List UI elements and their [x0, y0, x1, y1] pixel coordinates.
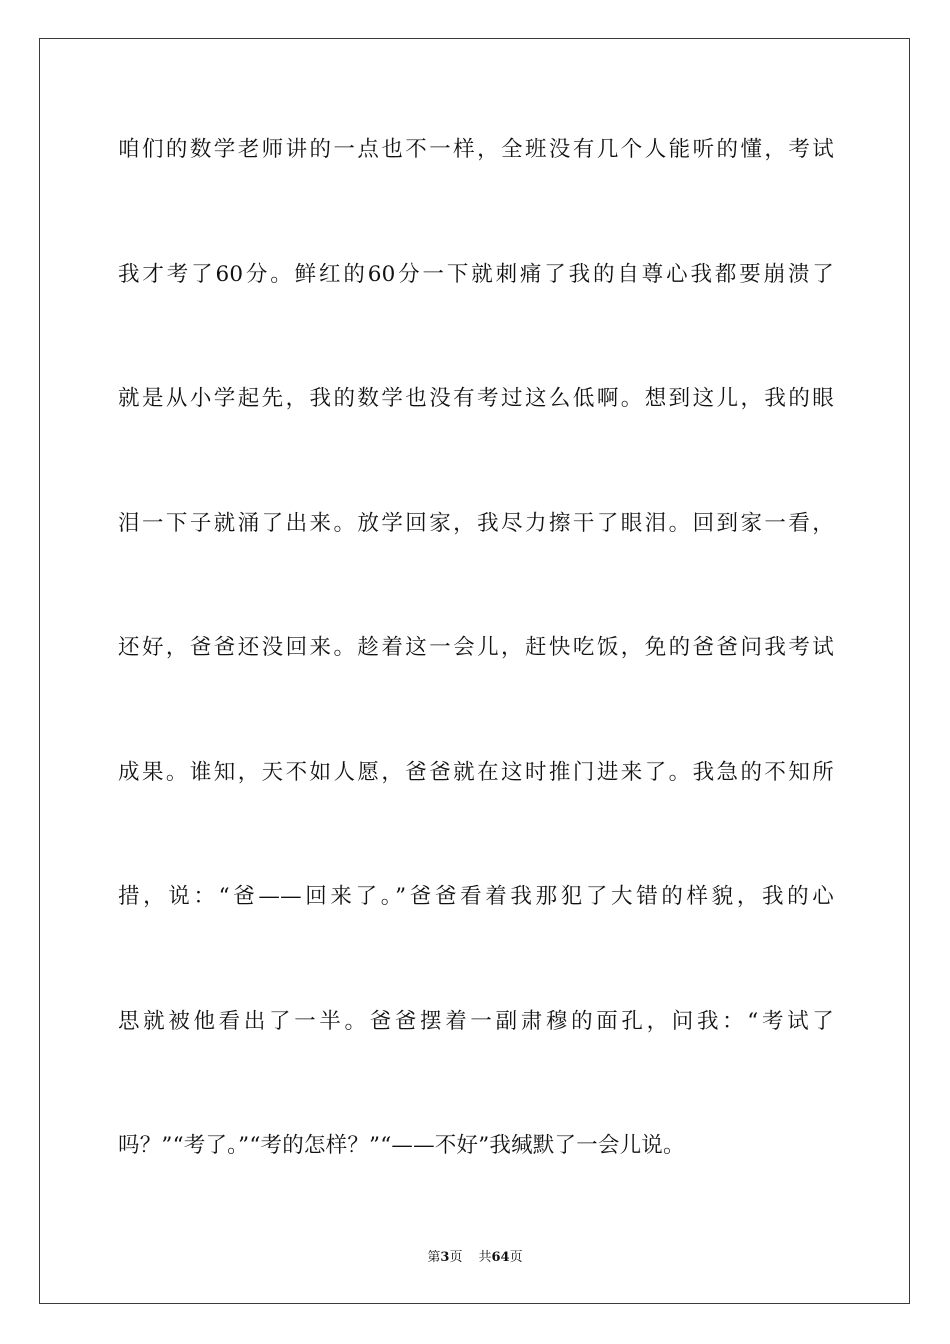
text-line: 措，说：“爸——回来了。”爸爸看着我那犯了大错的样貌，我的心 — [118, 884, 834, 909]
page-footer — [0, 1246, 950, 1265]
text-line: 思就被他看出了一半。爸爸摆着一副肃穆的面孔，问我：“考试了 — [118, 1008, 834, 1034]
text-line: 还好，爸爸还没回来。趁着这一会儿，赶快吃饭，免的爸爸问我考试 — [118, 635, 834, 660]
total-suffix: 页 — [509, 1250, 523, 1265]
total-pages: 64 — [491, 1250, 510, 1265]
text-line: 成果。谁知，天不如人愿，爸爸就在这时推门进来了。我急的不知所 — [118, 759, 834, 785]
text-line: 吗？”“考了。”“考的怎样？”“——不好”我缄默了一会儿说。 — [118, 1133, 685, 1158]
document-body — [118, 128, 834, 1249]
page-prefix: 第 — [427, 1250, 441, 1265]
page-suffix: 页 — [449, 1250, 463, 1265]
page-number: 3 — [440, 1250, 450, 1265]
text-line: 泪一下子就涌了出来。放学回家，我尽力擦干了眼泪。回到家一看， — [118, 510, 834, 536]
text-line: 咱们的数学老师讲的一点也不一样，全班没有几个人能听的懂，考试 — [118, 137, 834, 162]
total-prefix: 共 — [478, 1250, 492, 1265]
text-line: 就是从小学起先，我的数学也没有考过这么低啊。想到这儿，我的眼 — [118, 386, 834, 411]
text-line: 我才考了60分。鲜红的60分一下就刺痛了我的自尊心我都要崩溃了 — [118, 261, 834, 287]
